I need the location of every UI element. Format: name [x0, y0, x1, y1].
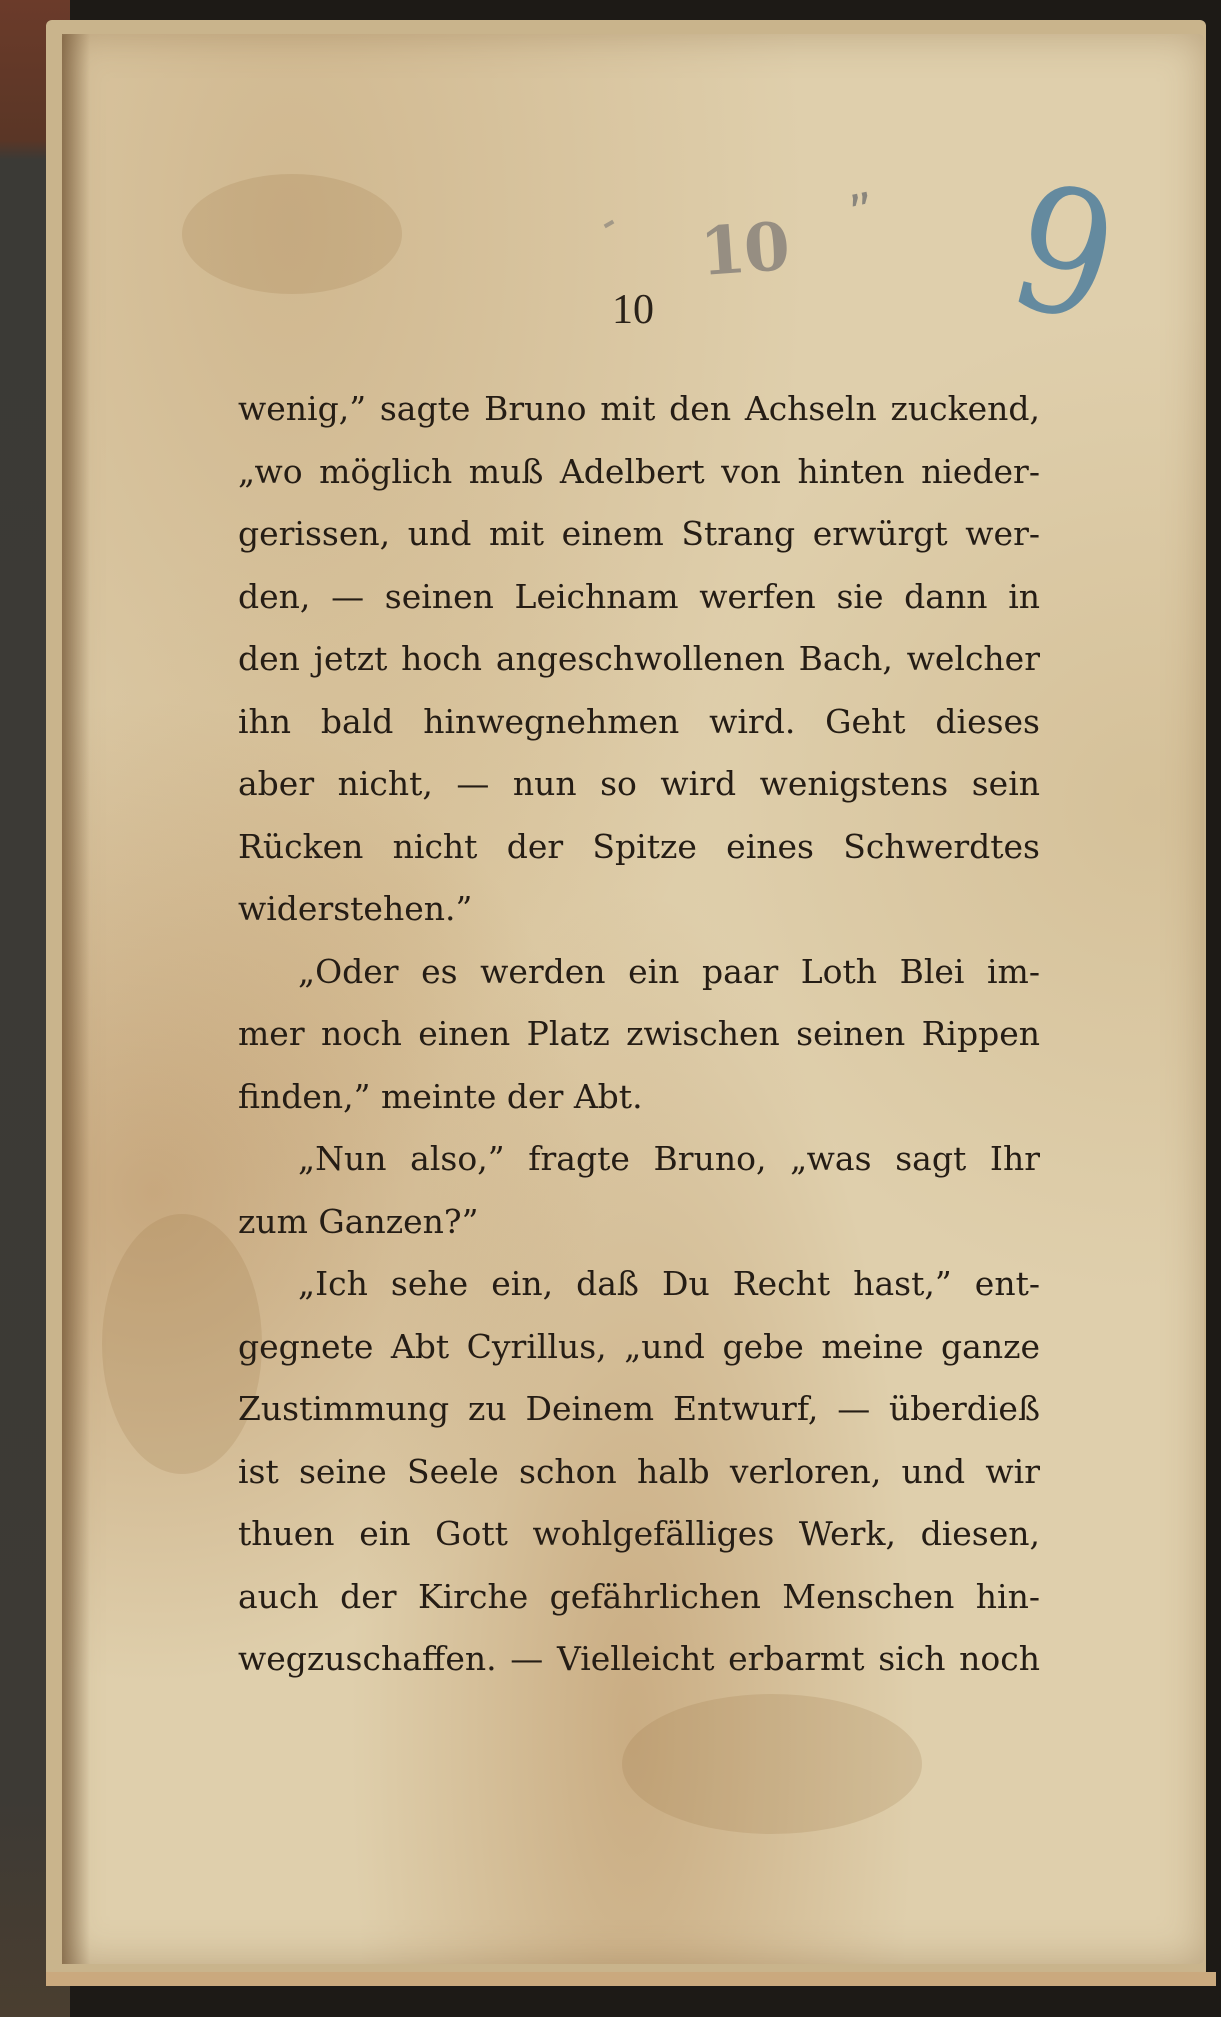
- text-line: Zustimmung zu Deinem Entwurf, — überdieß: [238, 1389, 1040, 1428]
- ink-handwritten-mark: 9: [993, 146, 1135, 364]
- text-line: thuen ein Gott wohlgefälliges Werk, diesen,: [238, 1514, 1040, 1553]
- text-line: „wo möglich muß Adelbert von hinten nieder-: [238, 451, 1040, 491]
- stain: [622, 1694, 922, 1834]
- pencil-page-number: 10: [697, 207, 791, 291]
- text-line: widerstehen.”: [238, 889, 473, 928]
- text-line: wegzuschaffen. — Vielleicht erbarmt sich noch: [238, 1639, 1040, 1678]
- stain: [182, 174, 402, 294]
- text-line: mer noch einen Platz zwischen seinen Rippen: [238, 1014, 1040, 1053]
- text-line: Rücken nicht der Spitze eines Schwerdtes: [238, 826, 1040, 866]
- text-line: ist seine Seele schon halb verloren, und wir: [238, 1451, 1040, 1491]
- text-line: „Oder es werden ein paar Loth Blei im-: [298, 951, 1040, 991]
- text-line: wenig,” sagte Bruno mit den Achseln zuckend,: [238, 389, 1040, 428]
- text-line: „Ich sehe ein, daß Du Recht hast,” ent-: [298, 1264, 1040, 1303]
- text-line: gerissen, und mit einem Strang erwürgt wer-: [238, 514, 1040, 553]
- text-line: „Nun also,” fragte Bruno, „was sagt Ihr: [298, 1139, 1040, 1178]
- text-line: aber nicht, — nun so wird wenigstens sein: [238, 764, 1040, 803]
- page-bottom-edge: [46, 1972, 1216, 1986]
- text-line: den, — seinen Leichnam werfen sie dann in: [238, 576, 1040, 616]
- text-line: gegnete Abt Cyrillus, „und gebe meine ganze: [238, 1326, 1040, 1366]
- page-number: 10: [612, 287, 654, 333]
- text-line: den jetzt hoch angeschwollenen Bach, welcher: [238, 639, 1040, 678]
- pencil-ditto-mark: ”: [844, 182, 881, 242]
- text-line: auch der Kirche gefährlichen Menschen hin-: [238, 1576, 1040, 1616]
- text-line: ihn bald hinwegnehmen wird. Geht dieses: [238, 701, 1040, 741]
- body-text: [238, 378, 1040, 1691]
- text-line: finden,” meinte der Abt.: [238, 1076, 643, 1116]
- gutter-shadow: [62, 34, 90, 1964]
- text-line: zum Ganzen?”: [238, 1201, 479, 1241]
